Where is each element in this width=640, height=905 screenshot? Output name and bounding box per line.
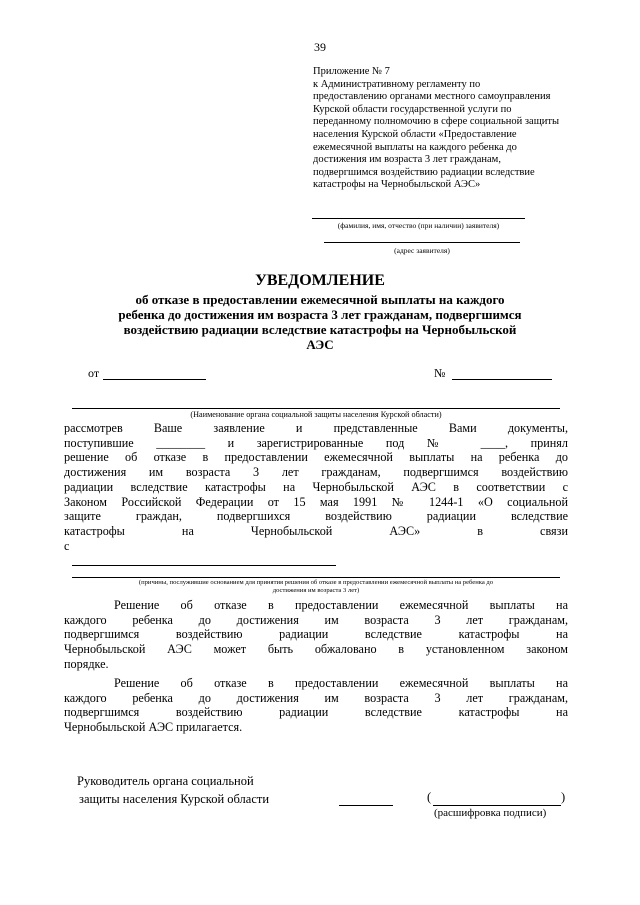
notice-subtitle-line: ребенка до достижения им возраста 3 лет гражданам, подвергшимся <box>118 307 522 322</box>
paragraph-line: с <box>64 538 70 553</box>
signature-field[interactable] <box>339 805 393 806</box>
organization-caption: (Наименование органа социальной защиты населения Курской области) <box>190 410 442 419</box>
signature-title-line: защиты населения Курской области <box>79 792 270 806</box>
notice-subtitle-line: АЭС <box>306 337 334 352</box>
paragraph-line: подвергшимся воздействию радиации вследствие катастрофы на <box>64 705 568 720</box>
annex-line: подвергшимся воздействию радиации вследствие <box>313 166 535 178</box>
paragraph-line: подвергшимся воздействию радиации вследствие катастрофы на <box>64 627 568 642</box>
paragraph-line: рассмотрев Ваше заявление и представленные Вами документы, <box>64 421 568 435</box>
signature-decode-field[interactable] <box>433 805 561 806</box>
notice-subtitle-line: об отказе в предоставлении ежемесячной выплаты на каждого <box>135 292 505 307</box>
from-label: от <box>88 366 100 380</box>
paragraph-line: Решение об отказе в предоставлении ежемесячной выплаты на <box>114 598 568 612</box>
annex-line: ежемесячной выплаты на каждого ребенка до <box>313 141 517 153</box>
reason-caption-line: (причины, послужившие основанием для принятия решения об отказе в предоставлении ежемесячной выплаты на ребенка до <box>138 579 494 586</box>
notice-subtitle-line: воздействию радиации вследствие катастрофы на Чернобыльской <box>123 322 517 337</box>
signature-title-line: Руководитель органа социальной <box>77 774 254 788</box>
annex-header <box>313 66 559 192</box>
paragraph-line: Чернобыльской АЭС прилагается. <box>64 720 243 735</box>
paragraph-line: порядке. <box>64 656 109 671</box>
paragraph-line: каждого ребенка до достижения им возраста 3 лет гражданам, <box>64 690 568 705</box>
notice-heading: УВЕДОМЛЕНИЕ <box>255 272 385 289</box>
paragraph-appeal <box>64 598 568 672</box>
paragraph-line: каждого ребенка до достижения им возраста 3 лет гражданам, <box>64 612 568 627</box>
applicant-address-line[interactable] <box>324 242 520 243</box>
decode-close-paren: ) <box>561 790 566 804</box>
paragraph-line: достижения им возраста 3 лет гражданам, подвергшимся воздействию <box>64 465 568 480</box>
applicant-name-caption: (фамилия, имя, отчество (при наличии) заявителя) <box>337 221 500 230</box>
paragraph-line: катастрофы на Чернобыльской АЭС» в связи <box>64 523 568 538</box>
paragraph-line: радиации вследствие катастрофы на Чернобыльской АЭС в соответствии с <box>64 479 568 494</box>
annex-line: переданному полномочию в сфере социальной защиты <box>313 116 560 128</box>
paragraph-line: Законом Российской Федерации от 15 мая 1991 № 1244-1 «О социальной <box>64 494 568 509</box>
number-label: № <box>434 366 446 380</box>
reason-field-line2[interactable] <box>72 577 560 578</box>
paragraph-line: поступившие ________ и зарегистрированные под № ____, принял <box>64 435 568 450</box>
paragraph-line: защите граждан, подвергшихся воздействию радиации вследствие <box>64 509 568 524</box>
page-number: 39 <box>314 40 326 54</box>
annex-line: предоставлению органами местного самоуправления <box>313 91 551 103</box>
decode-open-paren: ( <box>427 790 432 804</box>
annex-line: к Административному регламенту по <box>313 78 481 90</box>
date-field[interactable] <box>103 379 206 380</box>
annex-line: катастрофы на Чернобыльской АЭС» <box>313 179 481 191</box>
applicant-address-caption: (адрес заявителя) <box>394 246 450 255</box>
paragraph-line: Чернобыльской АЭС может быть обжаловано в установленном законом <box>64 642 568 657</box>
annex-line: Приложение № 7 <box>313 66 390 77</box>
decode-caption: (расшифровка подписи) <box>434 807 547 819</box>
applicant-name-line[interactable] <box>312 218 525 219</box>
number-field[interactable] <box>452 379 552 380</box>
paragraph-attached <box>64 676 568 735</box>
annex-line: Курской области государственной услуги по <box>313 103 512 115</box>
reason-field[interactable] <box>72 565 336 566</box>
paragraph-decision <box>64 421 568 553</box>
reason-caption-line: достижения им возраста 3 лет) <box>272 587 360 594</box>
notice-title <box>80 272 560 352</box>
annex-line: населения Курской области «Предоставление <box>313 128 517 140</box>
annex-line: достижения им возраста 3 лет гражданам, <box>313 154 501 166</box>
paragraph-line: решение об отказе в предоставлении ежемесячной выплаты на ребенка до <box>64 450 568 465</box>
paragraph-line: Решение об отказе в предоставлении ежемесячной выплаты на <box>114 676 568 690</box>
organization-line[interactable] <box>72 408 560 409</box>
